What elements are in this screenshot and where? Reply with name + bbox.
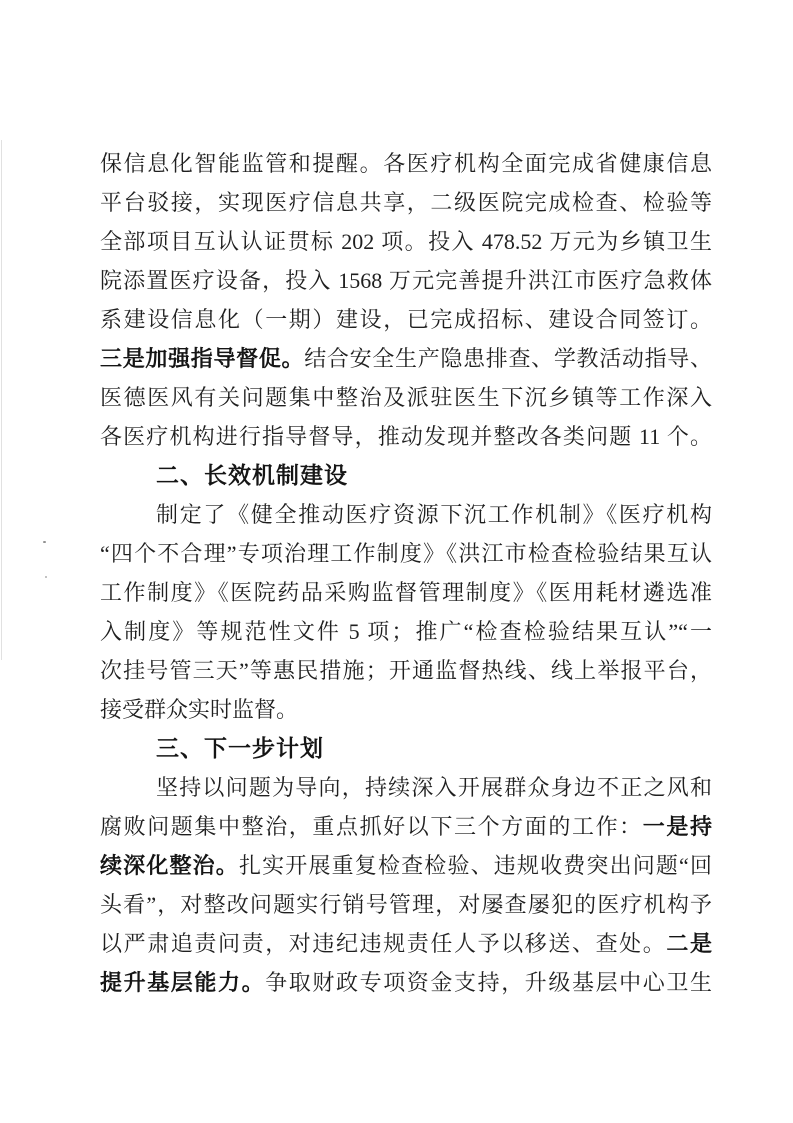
text-run: 全部项目互认认证贯标 202 项。投入 478.52 万元为乡镇卫生 [100,229,712,254]
document-text-block [100,144,712,1002]
text-run: 入制度》等规范性文件 5 项；推广“检查检验结果互认”“一 [100,619,712,644]
scan-speck [43,541,46,543]
text-run: 工作制度》《医院药品采购监督管理制度》《医用耗材遴选准 [100,580,712,605]
bold-text-run: 三、下一步计划 [156,735,324,761]
text-line [100,573,712,612]
bold-text-run: 三是加强指导督促。 [100,346,305,371]
text-run: 扎实开展重复检查检验、违规收费突出问题“回 [238,853,712,878]
text-line [100,651,712,690]
text-run: 保信息化智能监管和提醒。各医疗机构全面完成省健康信息 [100,151,712,176]
section-heading [100,729,712,768]
text-line [100,768,712,807]
text-run: 院添置医疗设备，投入 1568 万元完善提升洪江市医疗急救体 [100,268,712,293]
text-run: 以严肃追责问责，对违纪违规责任人予以移送、查处。 [100,931,667,956]
bold-text-run: 一是持 [642,814,712,839]
section-heading [100,456,712,495]
text-run: 次挂号管三天”等惠民措施；开通监督热线、线上举报平台， [100,658,712,683]
text-line [100,300,712,339]
text-line [100,612,712,651]
text-run: 头看”，对整改问题实行销号管理，对屡查屡犯的医疗机构予 [100,892,712,917]
bold-text-run: 提升基层能力。 [100,970,266,995]
text-line [100,378,712,417]
text-run: 制定了《健全推动医疗资源下沉工作机制》《医疗机构 [156,502,712,527]
text-line [100,963,712,1002]
scan-speck [45,576,47,578]
text-line [100,144,712,183]
text-run: 争取财政专项资金支持，升级基层中心卫生 [265,970,712,995]
text-line [100,807,712,846]
text-line [100,417,712,456]
text-line [100,495,712,534]
text-run: “四个不合理”专项治理工作制度》《洪江市检查检验结果互认 [100,541,712,566]
text-line [100,924,712,963]
text-run: 结合安全生产隐患排查、学教活动指导、 [304,346,712,371]
scan-edge-artifact [1,140,2,660]
bold-text-run: 二、长效机制建设 [156,462,348,488]
text-run: 接受群众实时监督。 [100,697,299,722]
text-run: 腐败问题集中整治，重点抓好以下三个方面的工作： [100,814,643,839]
text-line [100,534,712,573]
text-run: 医德医风有关问题集中整治及派驻医生下沉乡镇等工作深入 [100,385,712,410]
text-run: 坚持以问题为导向，持续深入开展群众身边不正之风和 [156,775,712,800]
text-run: 平台驳接，实现医疗信息共享，二级医院完成检查、检验等 [100,190,712,215]
text-line [100,339,712,378]
text-run: 系建设信息化（一期）建设，已完成招标、建设合同签订。 [100,307,712,332]
text-line [100,222,712,261]
text-line [100,261,712,300]
text-line [100,846,712,885]
text-line [100,690,712,729]
bold-text-run: 续深化整治。 [100,853,239,878]
bold-text-run: 二是 [666,931,712,956]
text-line [100,183,712,222]
text-run: 各医疗机构进行指导督导，推动发现并整改各类问题 11 个。 [100,424,712,449]
text-line [100,885,712,924]
